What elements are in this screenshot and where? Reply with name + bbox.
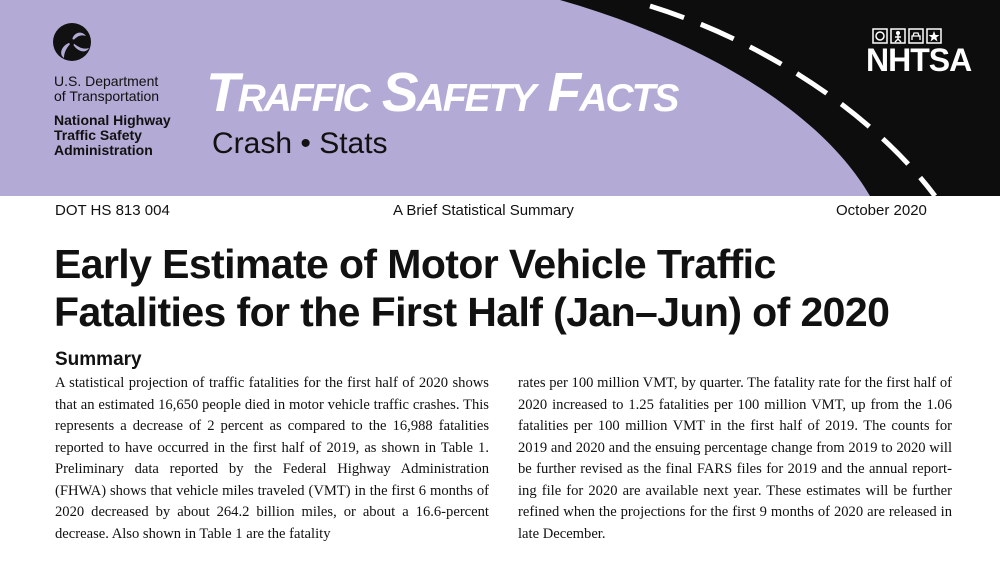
dept-name-line2: of Transportation xyxy=(54,88,160,104)
summary-column-left: A statistical projection of traffic fatalities for the first half of 2020 shows that an estimated 16,650 people died in motor vehicle traffic crashes. This represents a decrease of 2 percent as compared to the 16,988 fatalities reported to have occurred in the first half of 2019, as shown in Table 1. Preliminary data reported by the Federal Highway Administration (FHWA) shows that vehicle miles traveled (VMT) in the first 6 months of 2020 decreased by about 264.2 billion miles, or about a 16.6-percent decrease. Also shown in Table 1 are the fatality xyxy=(55,375,489,542)
agency-name-line2: Traffic Safety xyxy=(54,127,142,143)
report-type: A Brief Statistical Summary xyxy=(393,202,574,219)
summary-heading: Summary xyxy=(55,349,142,370)
report-date: October 2020 xyxy=(836,202,927,219)
document-title xyxy=(54,240,954,336)
document-title-line1: Early Estimate of Motor Vehicle Traffic xyxy=(54,241,776,287)
dept-name-line1: U.S. Department xyxy=(54,73,159,89)
agency-name-line3: Administration xyxy=(54,142,153,158)
summary-column-right: rates per 100 million VMT, by quarter. The fatality rate for the first half of 2020 increased to 1.25 fatalities per 100 million VMT, up from the 1.06 fatalities per 100 million VMT in the first half of 2019. The counts for 2019 and 2020 and the ensuing percentage change from 2019 to 2020 will be further revised as the final FARS files for 2019 and the annual reporting file for 2020 are available next year. These estimates will be further refined when the projections for the first 9 months of 2020 are released in late December. xyxy=(518,375,952,542)
document-title-line2: Fatalities for the First Half (Jan–Jun) of 2020 xyxy=(54,289,890,335)
nhtsa-logo: NHTSA xyxy=(866,42,972,78)
series-subtitle: Crash • Stats xyxy=(212,127,388,160)
series-title: Traffic Safety Facts xyxy=(206,61,678,123)
report-number: DOT HS 813 004 xyxy=(55,202,170,219)
dot-logo-icon xyxy=(52,22,92,62)
masthead xyxy=(0,0,1000,196)
agency-name-line1: National Highway xyxy=(54,112,171,128)
